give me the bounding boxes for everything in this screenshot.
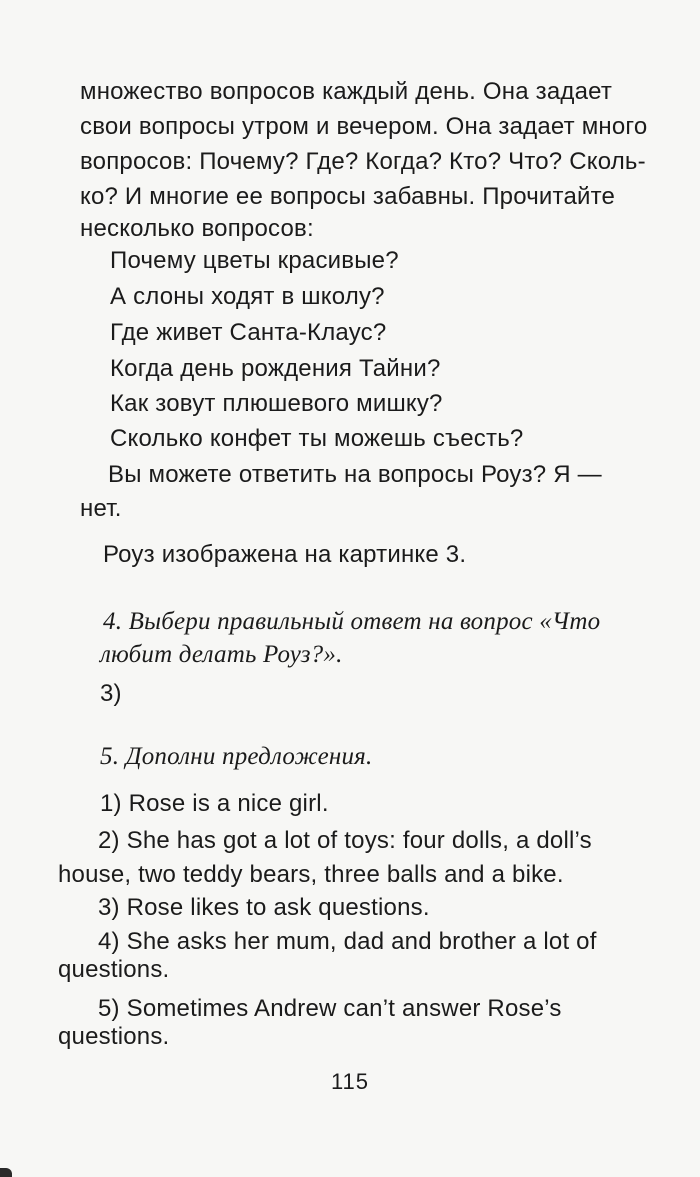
sentence: 1) Rose is a nice girl. (100, 790, 329, 817)
paragraph-line (80, 214, 314, 244)
question-item: А слоны ходят в школу? (110, 283, 385, 310)
closing-line: Вы можете ответить на вопросы Роуз? Я — (108, 461, 602, 488)
picture-note: Роуз изображена на картинке 3. (103, 541, 467, 568)
task5-heading: 5. Дополни предложения. (100, 743, 373, 770)
paragraph-text: свои вопросы утром и вечером. Она задает много (80, 113, 648, 140)
sentence (58, 860, 564, 890)
sentence-text: 4) She asks her mum, dad and brother a lot of (98, 928, 597, 955)
sentence-text: 5) Sometimes Andrew can’t answer Rose’s (98, 995, 562, 1022)
closing-line: нет. (80, 495, 122, 522)
question-item: Как зовут плюшевого мишку? (110, 390, 443, 417)
sentence (98, 927, 597, 957)
paragraph-line (80, 112, 665, 142)
sentence (98, 994, 562, 1024)
sentence (98, 826, 592, 856)
sentence: 3) Rose likes to ask questions. (98, 894, 430, 921)
paragraph-line (80, 147, 665, 177)
question-item: Почему цветы красивые? (110, 247, 399, 274)
paragraph-line (80, 182, 665, 212)
sentence: questions. (58, 1023, 170, 1050)
question-item: Сколько конфет ты можешь съесть? (110, 425, 524, 452)
scan-edge-mark (0, 1168, 12, 1177)
sentence-text: house, two teddy bears, three balls and a bike. (58, 861, 564, 888)
paragraph-text: ко? И многие ее вопросы забавны. Прочитайте (80, 183, 616, 210)
paragraph-line (80, 77, 665, 107)
sentence-text: 2) She has got a lot of toys: four dolls, a doll’s (98, 827, 592, 854)
paragraph-text: множество вопросов каждый день. Она задает (80, 78, 613, 105)
paragraph-text: вопросов: Почему? Где? Когда? Кто? Что? Сколь- (80, 148, 646, 175)
sentence: questions. (58, 956, 170, 983)
page-number: 115 (330, 1069, 370, 1094)
task4-answer: 3) (100, 680, 122, 707)
question-item: Где живет Санта-Клаус? (110, 319, 387, 346)
task4-heading: любит делать Роуз?». (100, 641, 343, 668)
paragraph-text: несколько вопросов: (80, 215, 314, 242)
question-item: Когда день рождения Тайни? (110, 355, 441, 382)
task4-heading: 4. Выбери правильный ответ на вопрос «Что (103, 608, 601, 635)
